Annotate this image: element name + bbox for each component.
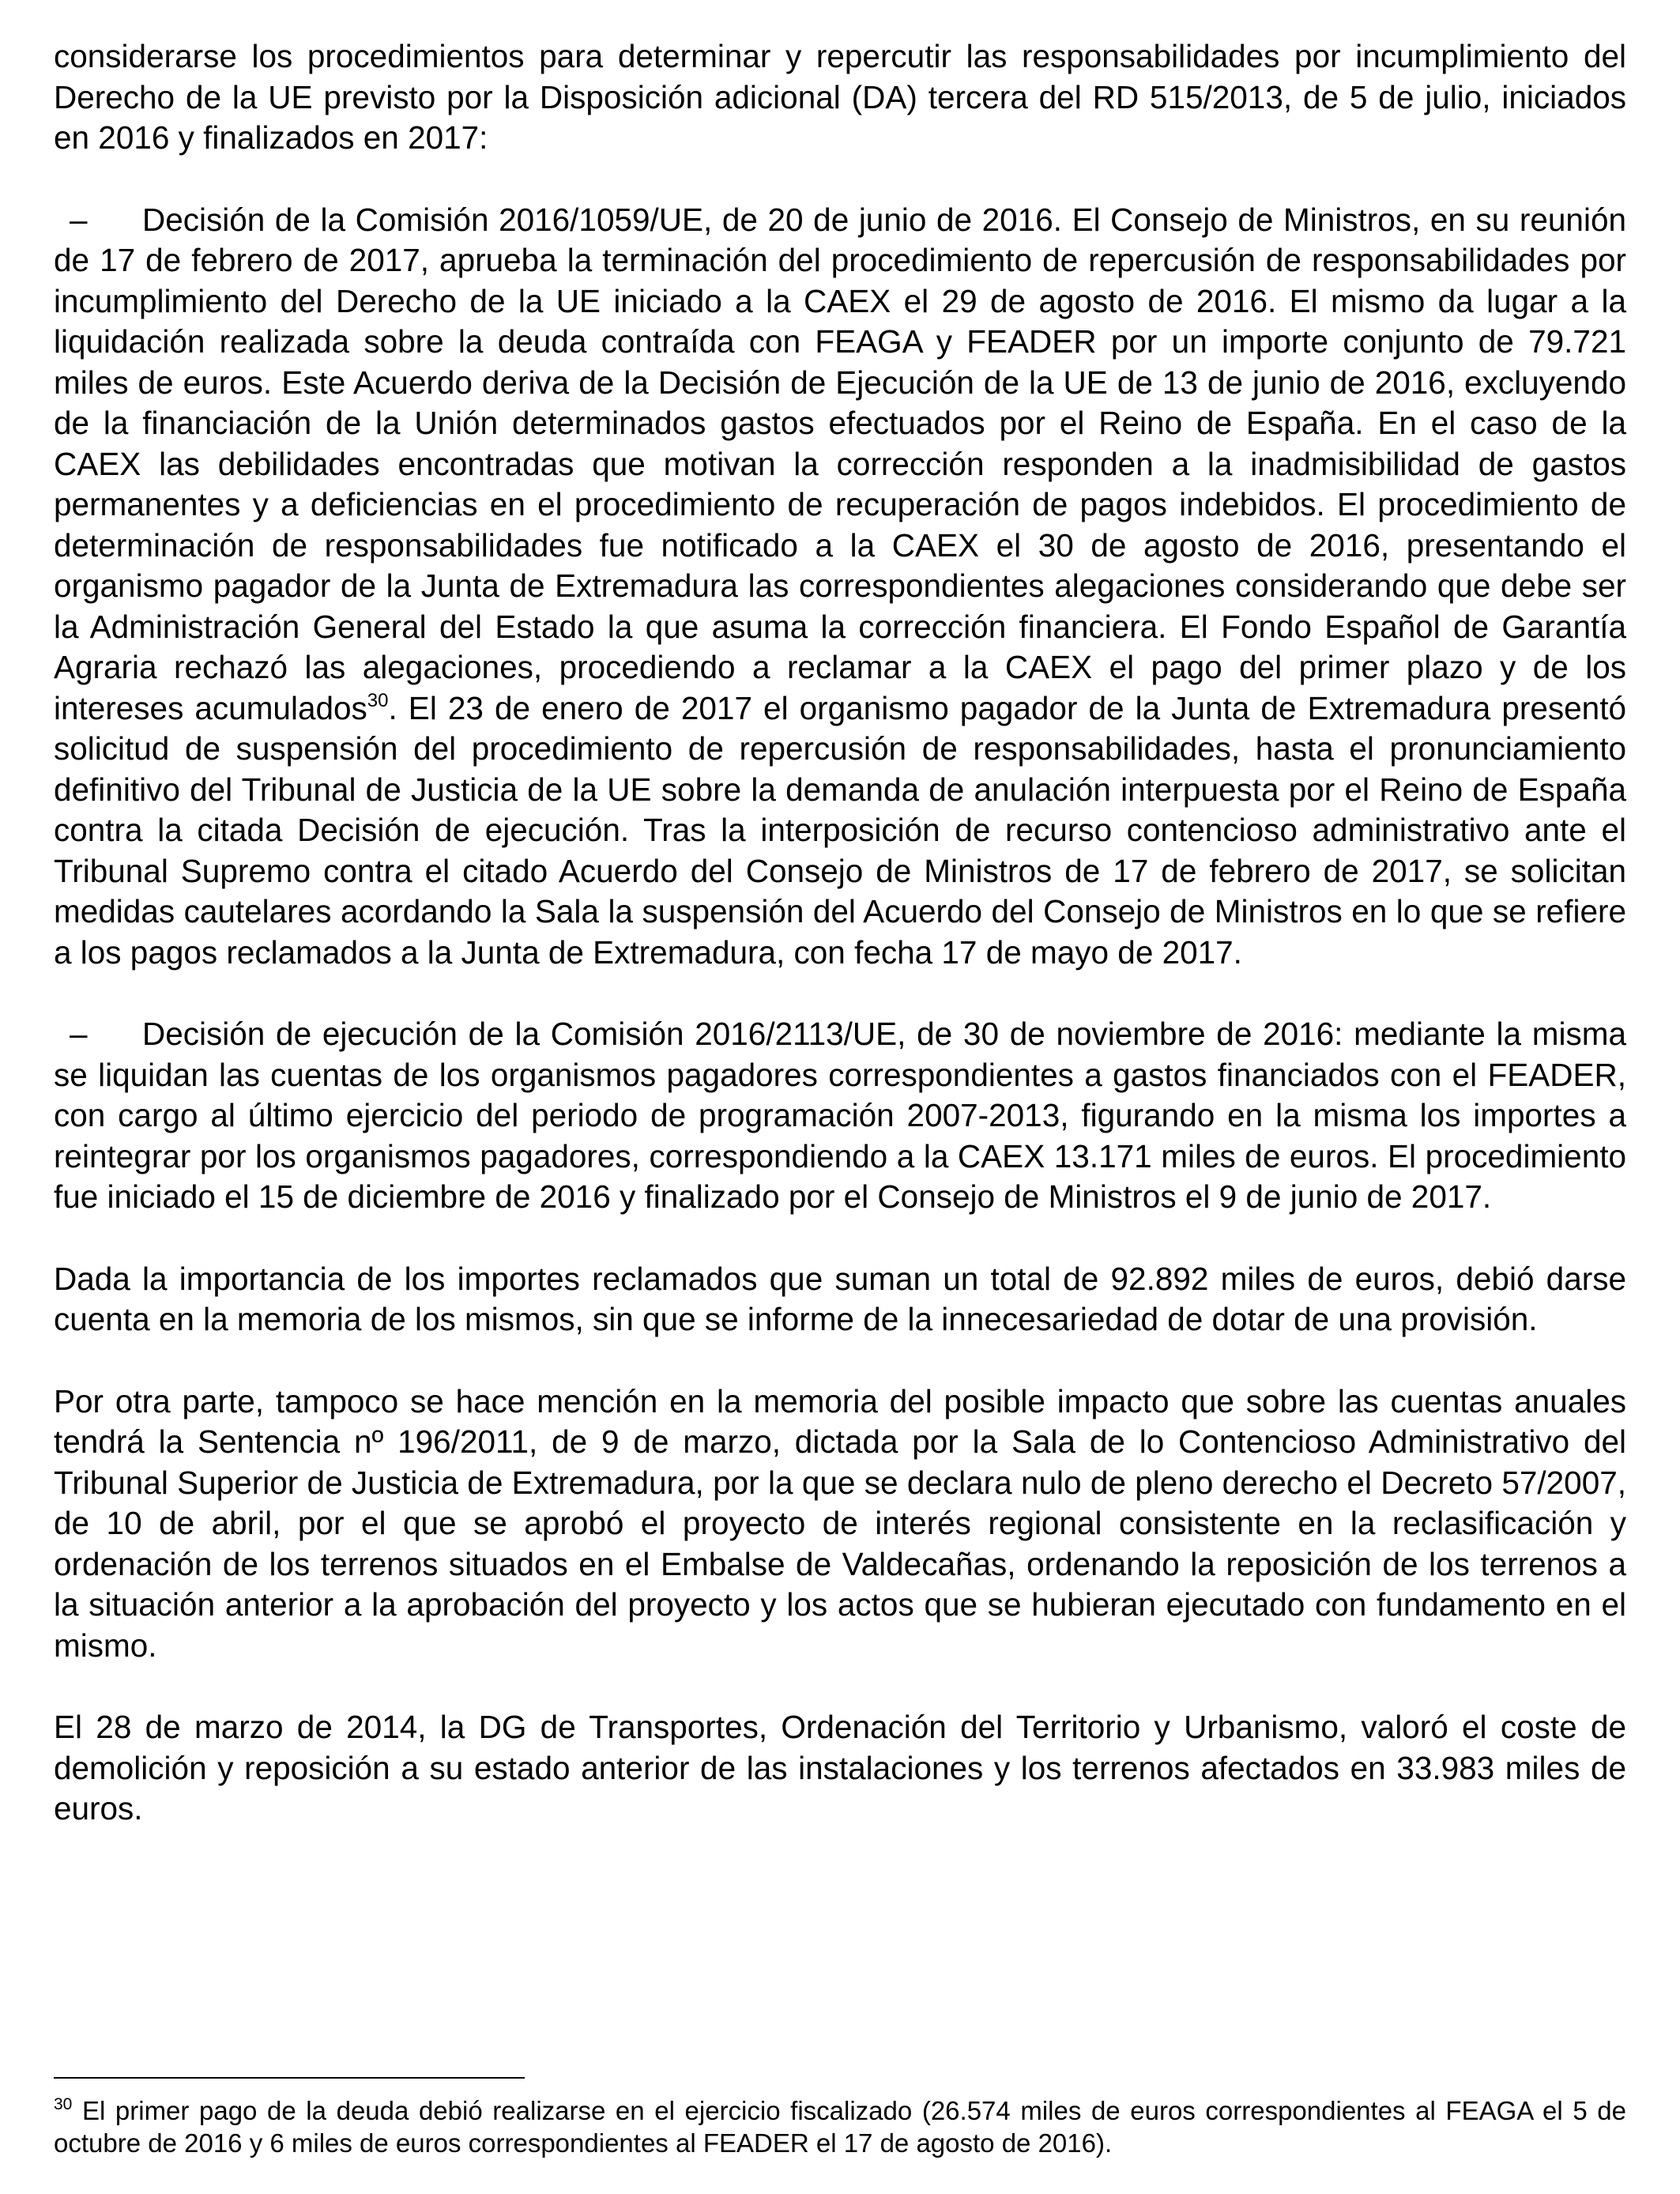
total-amount-paragraph: Dada la importancia de los importes reclamados que suman un total de 92.892 miles de euros, debió darse cuenta en la memoria de los mismos, sin que se informe de la innecesariedad de dotar de una provisión.	[54, 1260, 1626, 1337]
bullet-item-decision-2016-2113	[54, 1014, 1626, 1218]
spacer	[54, 973, 1626, 1014]
dash-marker: –	[70, 1016, 88, 1052]
footnote-number: 30	[54, 2095, 73, 2113]
footnote-separator	[54, 2077, 525, 2079]
bullet-1-text-part2: . El 23 de enero de 2017 el organismo pagador de la Junta de Extremadura presentó solicitud de suspensión del procedimiento de repercusión de responsabilidades, hasta el pronunciamiento definitivo del Tribunal de Justicia de la UE sobre la demanda de anulación interpuesta por el Reino de España contra la citada Decisión de ejecución. Tras la interposición de recurso contencioso administrativo ante el Tribunal Supremo contra el citado Acuerdo del Consejo de Ministros de 17 de febrero de 2017, se solicitan medidas cautelares acordando la Sala la suspensión del Acuerdo del Consejo de Ministros en lo que se refiere a los pagos reclamados a la Junta de Extremadura, con fecha 17 de mayo de 2017.	[54, 689, 1626, 971]
footnote-30	[54, 2094, 1626, 2159]
spacer	[54, 1666, 1626, 1707]
bullet-2-text: Decisión de ejecución de la Comisión 2016/2113/UE, de 30 de noviembre de 2016: mediante la misma se liquidan las cuentas de los organismos pagadores correspondientes a gastos financiados con el FEADER, con cargo al último ejercicio del periodo de programación 2007-2013, figurando en la misma los importes a reintegrar por los organismos pagadores, correspondiendo a la CAEX 13.171 miles de euros. El procedimiento fue iniciado el 15 de diciembre de 2016 y finalizado por el Consejo de Ministros el 9 de junio de 2017.	[54, 1016, 1626, 1215]
spacer	[54, 1340, 1626, 1382]
intro-paragraph: considerarse los procedimientos para determinar y repercutir las responsabilidades por incumplimiento del Derecho de la UE previsto por la Disposición adicional (DA) tercera del RD 515/2013, de 5 de julio, iniciados en 2016 y finalizados en 2017:	[54, 38, 1626, 156]
bullet-1-text-part1: Decisión de la Comisión 2016/1059/UE, de 20 de junio de 2016. El Consejo de Ministros, en su reunión de 17 de febrero de 2017, aprueba la terminación del procedimiento de repercusión de responsabilidades por incumplimiento del Derecho de la UE iniciado a la CAEX el 29 de agosto de 2016. El mismo da lugar a la liquidación realizada sobre la deuda contraída con FEAGA y FEADER por un importe conjunto de 79.721 miles de euros. Este Acuerdo deriva de la Decisión de Ejecución de la UE de 13 de junio de 2016, excluyendo de la financiación de la Unión determinados gastos efectuados por el Reino de España. En el caso de la CAEX las debilidades encontradas que motivan la corrección responden a la inadmisibilidad de gastos permanentes y a deficiencias en el procedimiento de recuperación de pagos indebidos. El procedimiento de determinación de responsabilidades fue notificado a la CAEX el 30 de agosto de 2016, presentando el organismo pagador de la Junta de Extremadura las correspondientes alegaciones considerando que debe ser la Administración General del Estado la que asuma la corrección financiera. El Fondo Español de Garantía Agraria rechazó las alegaciones, procediendo a reclamar a la CAEX el pago del primer plazo y de los intereses acumulados	[54, 201, 1626, 726]
dash-marker: –	[70, 201, 88, 238]
spacer	[54, 159, 1626, 200]
bullet-item-decision-2016-1059	[54, 200, 1626, 974]
spacer	[54, 1218, 1626, 1259]
demolition-cost-paragraph: El 28 de marzo de 2014, la DG de Transportes, Ordenación del Territorio y Urbanismo, valoró el coste de demolición y reposición a su estado anterior de las instalaciones y los terrenos afectados en 33.983 miles de euros.	[54, 1709, 1626, 1826]
document-page	[54, 36, 1626, 1830]
footnote-reference[interactable]: 30	[367, 689, 389, 711]
sentencia-paragraph: Por otra parte, tampoco se hace mención en la memoria del posible impacto que sobre las cuentas anuales tendrá la Sentencia nº 196/2011, de 9 de marzo, dictada por la Sala de lo Contencioso Administrativo del Tribunal Superior de Justicia de Extremadura, por la que se declara nulo de pleno derecho el Decreto 57/2007, de 10 de abril, por el que se aprobó el proyecto de interés regional consistente en la reclasificación y ordenación de los terrenos situados en el Embalse de Valdecañas, ordenando la reposición de los terrenos a la situación anterior a la aprobación del proyecto y los actos que se hubieran ejecutado con fundamento en el mismo.	[54, 1382, 1626, 1664]
footnote-text: El primer pago de la deuda debió realizarse en el ejercicio fiscalizado (26.574 miles de euros correspondientes al FEAGA el 5 de octubre de 2016 y 6 miles de euros correspondientes al FEADER el 17 de agosto de 2016).	[54, 2096, 1626, 2158]
